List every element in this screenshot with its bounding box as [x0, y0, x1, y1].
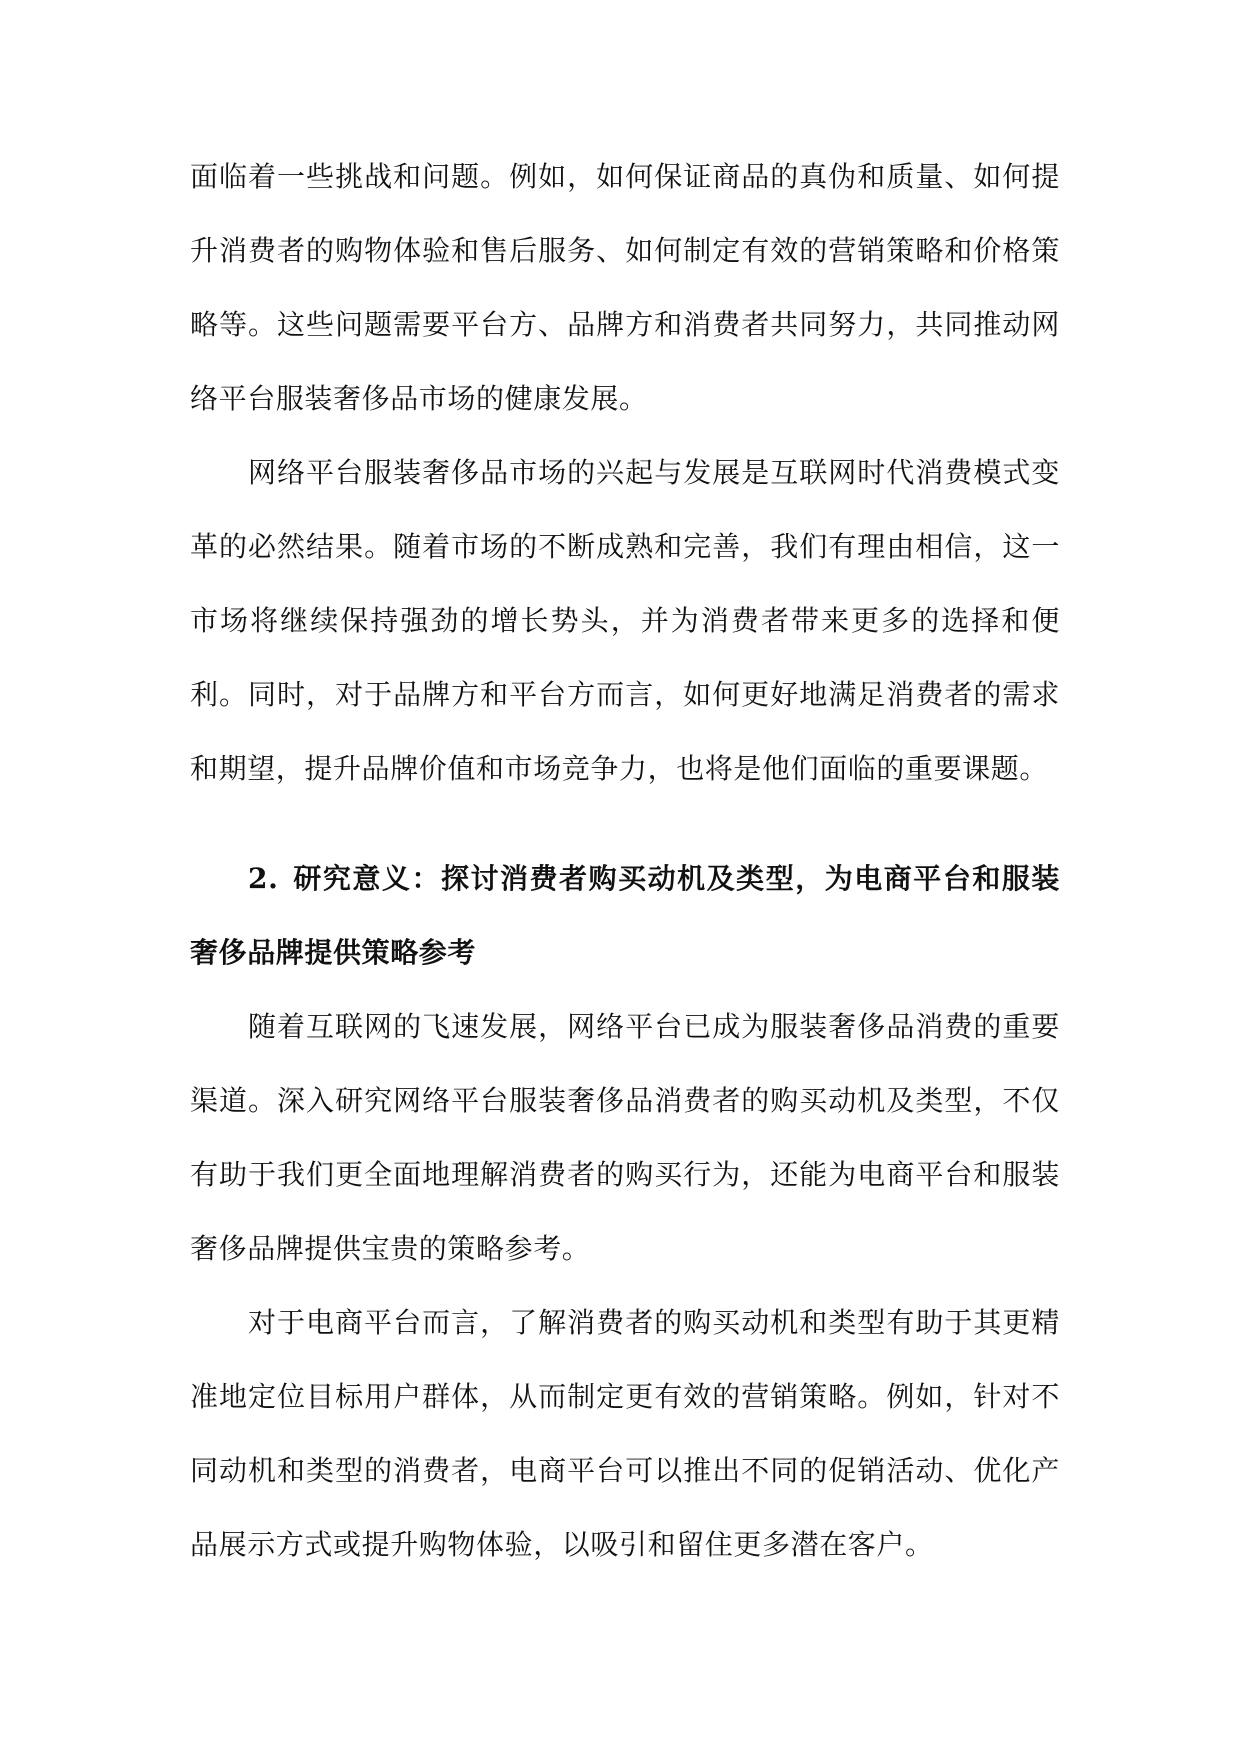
paragraph-continuation: 面临着一些挑战和问题。例如，如何保证商品的真伪和质量、如何提升消费者的购物体验和售后服务、如何制定有效的营销策略和价格策略等。这些问题需要平台方、品牌方和消费者共同努力，共同推动网络平台服装奢侈品市场的健康发展。: [190, 160, 1060, 415]
paragraph-ecommerce-platform: 对于电商平台而言，了解消费者的购买动机和类型有助于其更精准地定位目标用户群体，从而制定更有效的营销策略。例如，针对不同动机和类型的消费者，电商平台可以推出不同的促销活动、优化产品展示方式或提升购物体验，以吸引和留住更多潜在客户。: [190, 1306, 1060, 1561]
section-heading-text: 研究意义：探讨消费者购买动机及类型，为电商平台和服装奢侈品牌提供策略参考: [190, 862, 1060, 969]
section-heading-number: 2.: [248, 862, 279, 895]
document-body: [190, 140, 1060, 1582]
section-heading: [190, 842, 1060, 990]
paragraph-research-significance: 随着互联网的飞速发展，网络平台已成为服装奢侈品消费的重要渠道。深入研究网络平台服装奢侈品消费者的购买动机及类型，不仅有助于我们更全面地理解消费者的购买行为，还能为电商平台和服装奢侈品牌提供宝贵的策略参考。: [190, 1010, 1060, 1265]
paragraph-market-development: 网络平台服装奢侈品市场的兴起与发展是互联网时代消费模式变革的必然结果。随着市场的不断成熟和完善，我们有理由相信，这一市场将继续保持强劲的增长势头，并为消费者带来更多的选择和便利。同时，对于品牌方和平台方而言，如何更好地满足消费者的需求和期望，提升品牌价值和市场竞争力，也将是他们面临的重要课题。: [190, 456, 1060, 785]
